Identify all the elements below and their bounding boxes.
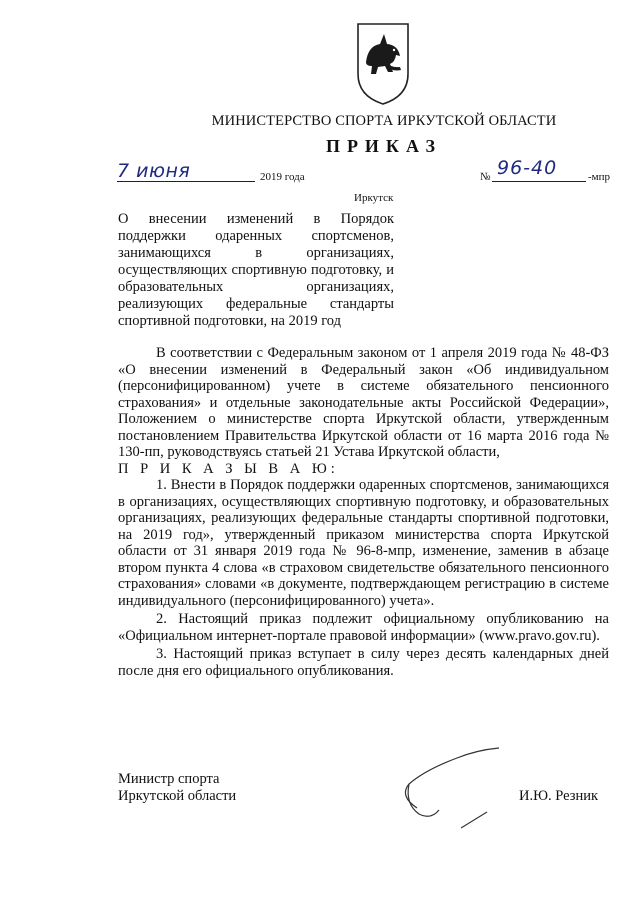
handwritten-signature [395, 744, 520, 836]
item-2-paragraph: 2. Настоящий приказ подлежит официальному опубликованию на «Официальном интернет-портале правовой информации» (www.pravo.gov.ru). [118, 611, 609, 644]
irkutsk-coat-of-arms-icon [356, 22, 410, 106]
year-text: 2019 года [260, 171, 305, 183]
handwritten-number: 96-40 [497, 157, 558, 179]
ministry-name: МИНИСТЕРСТВО СПОРТА ИРКУТСКОЙ ОБЛАСТИ [211, 113, 557, 129]
signatory-title-line-2: Иркутской области [118, 788, 237, 804]
order-body [118, 345, 609, 679]
city-name: Иркутск [354, 192, 394, 204]
signatory-title [118, 771, 236, 805]
number-suffix: -мпр [588, 171, 611, 183]
number-underline [492, 181, 586, 182]
item-1-paragraph: 1. Внести в Порядок поддержки одаренных спортсменов, занимающихся в организациях, осуществляющих спортивную подготовку, и образовательных организациях, реализующих федеральные стандарты спортивной подготовки, на 2019 год», утвержденный приказом министерства спорта Иркутской области от 31 января 2019 года № 96-8-мпр, изменение, заменив в абзаце втором пункта 4 слова «в страховом свидетельстве обязательного пенсионного страхования» словами «в документе, подтверждающем регистрацию в системе индивидуального (персонифицированного) учета». [118, 477, 609, 609]
preamble-paragraph: В соответствии с Федеральным законом от 1 апреля 2019 года № 48-ФЗ «О внесении изменений в Федеральный закон «Об индивидуальном (персонифицированном) учете в системе обязательного пенсионного страхования» и отдельные законодательные акты Российской Федерации», Положением о министерстве спорта Иркутской области, утвержденным постановлением Правительства Иркутской области от 16 марта 2016 года № 130-пп, руководствуясь статьей 21 Устава Иркутской области, [118, 345, 609, 460]
document-title: ПРИКАЗ [325, 136, 443, 156]
decree-word: П Р И К А З Ы В А Ю: [118, 460, 339, 477]
order-subject: О внесении изменений в Порядок поддержки одаренных спортсменов, занимающихся в организациях, осуществляющих спортивную подготовку, и образовательных организациях, реализующих федеральные стандарты спортивной подготовки, на 2019 год [118, 211, 394, 329]
item-3-paragraph: 3. Настоящий приказ вступает в силу через десять календарных дней после дня его официального опубликования. [118, 646, 609, 679]
handwritten-date: 7 июня [117, 160, 191, 182]
signatory-title-line-1: Министр спорта [118, 771, 220, 787]
number-sign: № [480, 171, 491, 183]
signatory-name: И.Ю. Резник [519, 788, 599, 804]
date-underline [117, 181, 255, 182]
